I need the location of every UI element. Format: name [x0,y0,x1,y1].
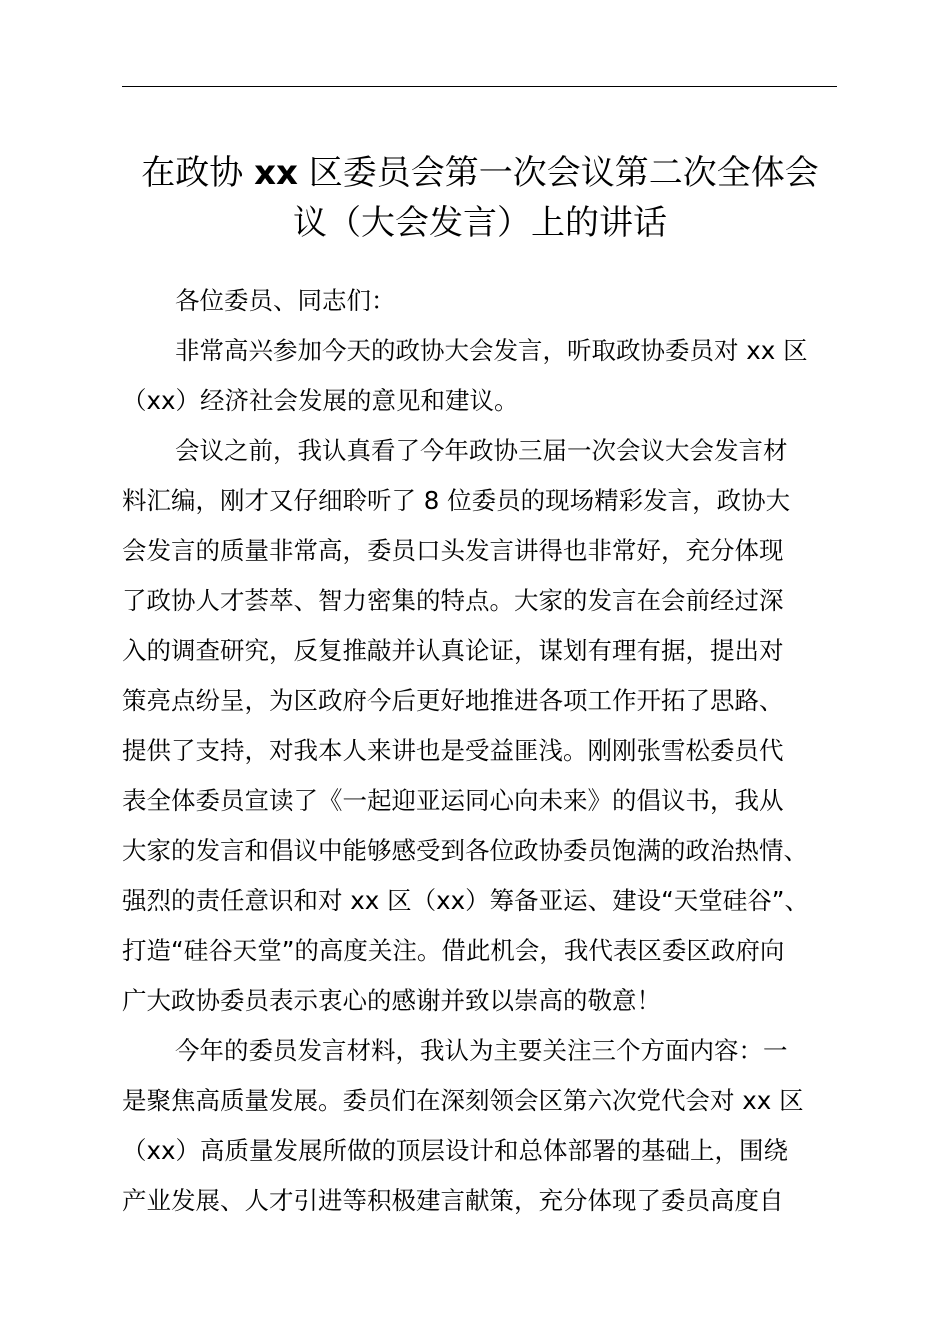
body-line: 产业发展、人才引进等积极建言献策，充分体现了委员高度自 [122,1186,784,1215]
body-line: （xx）经济社会发展的意见和建议。 [122,386,519,415]
body-line: 提供了支持，对我本人来讲也是受益匪浅。刚刚张雪松委员代 [122,736,784,765]
body-line: （xx）高质量发展所做的顶层设计和总体部署的基础上，围绕 [122,1136,788,1165]
header-rule [122,86,837,87]
body-line: 料汇编，刚才又仔细聆听了 8 位委员的现场精彩发言，政协大 [122,486,791,515]
body-line: 会发言的质量非常高，委员口头发言讲得也非常好，充分体现 [122,536,784,565]
speech-body [122,276,838,1226]
body-line: 广大政协委员表示衷心的感谢并致以崇高的敬意！ [122,986,661,1015]
body-line: 今年的委员发言材料，我认为主要关注三个方面内容：一 [175,1036,788,1065]
title-line-1: 在政协 xx 区委员会第一次会议第二次全体会 [141,153,819,193]
title-line-2: 议（大会发言）上的讲话 [293,203,667,243]
body-line: 是聚焦高质量发展。委员们在深刻领会区第六次党代会对 xx 区 [122,1086,804,1115]
body-line: 强烈的责任意识和对 xx 区（xx）筹备亚运、建设“天堂硅谷”、 [122,886,809,915]
body-line: 入的调查研究，反复推敲并认真论证，谋划有理有据，提出对 [122,636,784,665]
body-line: 表全体委员宣读了《一起迎亚运同心向未来》的倡议书，我从 [122,786,784,815]
body-line: 会议之前，我认真看了今年政协三届一次会议大会发言材 [175,436,788,465]
salutation: 各位委员、同志们： [175,286,396,315]
document-title [110,148,850,248]
body-line: 了政协人才荟萃、智力密集的特点。大家的发言在会前经过深 [122,586,784,615]
body-line: 大家的发言和倡议中能够感受到各位政协委员饱满的政治热情、 [122,836,808,865]
body-line: 打造“硅谷天堂”的高度关注。借此机会，我代表区委区政府向 [122,936,785,965]
body-line: 非常高兴参加今天的政协大会发言，听取政协委员对 xx 区 [175,336,808,365]
body-line: 策亮点纷呈，为区政府今后更好地推进各项工作开拓了思路、 [122,686,784,715]
